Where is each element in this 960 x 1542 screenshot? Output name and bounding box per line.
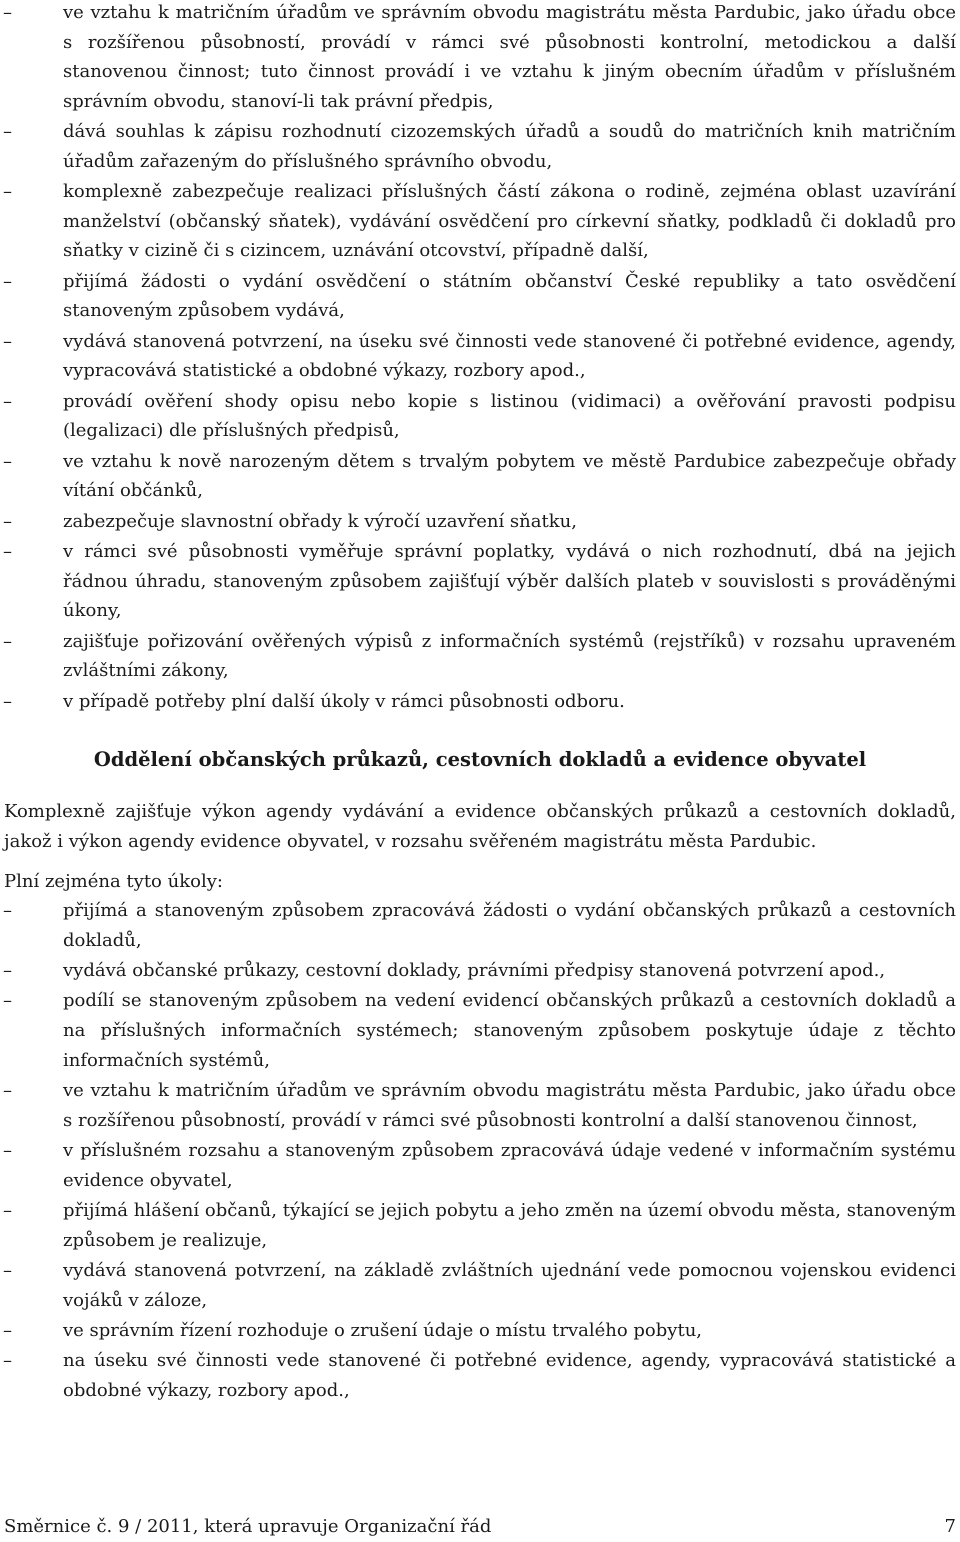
list-item-text: ve vztahu k matričním úřadům ve správním obvodu magistrátu města Pardubic, jako úřadu obce s rozšířenou působností, provádí v rámci své působnosti kontrolní, metodickou a další stanovenou činnost; tuto činnost provádí i ve vztahu k jiným obecním úřadům v příslušném správním obvodu, stanoví-li tak právní předpis, [63,2,956,112]
list-item [0,447,960,506]
list-item-text: v případě potřeby plní další úkoly v rámci působnosti odboru. [63,690,625,712]
list-dash: – [3,330,12,352]
list-item-text: provádí ověření shody opisu nebo kopie s listinou (vidimaci) a ověřování pravosti podpisu (legalizaci) dle příslušných předpisů, [63,390,956,442]
list-dash: – [3,450,12,472]
list-item [0,117,960,176]
list-item [0,627,960,686]
list-item-text: přijímá žádosti o vydání osvědčení o státním občanství České republiky a tato osvědčení stanoveným způsobem vydává, [63,270,956,322]
list-item [0,0,960,116]
footer-document-title: Směrnice č. 9 / 2011, která upravuje Organizační řád [4,1516,492,1537]
list-item [0,1076,960,1135]
list-dash: – [3,1199,12,1221]
list-item [0,267,960,326]
list-item-text: přijímá a stanoveným způsobem zpracovává žádosti o vydání občanských průkazů a cestovních dokladů, [63,900,956,951]
list-item-text: ve vztahu k nově narozeným dětem s trvalým pobytem ve městě Pardubice zabezpečuje obřady vítání občánků, [63,450,956,502]
list-item [0,1256,960,1315]
list-item-text: vydává stanovená potvrzení, na úseku své činnosti vede stanovené či potřebné evidence, agendy, vypracovává statistické a obdobné výkazy, rozbory apod., [63,330,956,382]
section-2-list [0,896,960,1406]
list-item [0,507,960,537]
list-dash: – [3,1350,12,1372]
list-dash: – [3,2,12,23]
section-heading: Oddělení občanských průkazů, cestovních dokladů a evidence obyvatel [93,748,867,771]
list-dash: – [3,690,12,712]
list-item-text: v rámci své působnosti vyměřuje správní poplatky, vydává o nich rozhodnutí, dbá na jejich řádnou úhradu, stanoveným způsobem zajišťují výběr dalších plateb v souvislosti s prováděnými úkony, [63,541,956,622]
section-intro-paragraph: Komplexně zajišťuje výkon agendy vydávání a evidence občanských průkazů a cestovních dokladů, jakož i výkon agendy evidence obyvatel, v rozsahu svěřeném magistrátu města Pardubic. [4,801,956,852]
list-dash: – [3,1319,12,1341]
list-item-text: zabezpečuje slavnostní obřady k výročí uzavření sňatku, [63,510,577,532]
list-item-text: v příslušném rozsahu a stanoveným způsobem zpracovává údaje vedené v informačním systému evidence obyvatel, [63,1139,956,1191]
list-dash: – [3,900,12,921]
list-item [0,177,960,266]
list-item-text: na úseku své činnosti vede stanovené či potřebné evidence, agendy, vypracovává statistické a obdobné výkazy, rozbory apod., [63,1350,956,1401]
list-item [0,327,960,386]
list-item [0,1136,960,1195]
list-item [0,956,960,986]
list-item-text: ve správním řízení rozhoduje o zrušení údaje o místu trvalého pobytu, [63,1319,703,1341]
list-dash: – [3,510,12,532]
section-1-list [0,0,960,717]
list-dash: – [3,990,12,1012]
list-item [0,687,960,717]
list-item-text: komplexně zabezpečuje realizaci příslušných částí zákona o rodině, zejména oblast uzavírání manželství (občanský sňatek), vydávání osvědčení pro církevní sňatky, podkladů či dokladů pro sňatky v cizině či s cizincem, uznávání otcovství, případně další, [63,181,956,262]
list-dash: – [3,959,12,981]
list-item [0,1196,960,1255]
list-dash: – [3,630,12,652]
list-dash: – [3,270,12,292]
list-item-text: přijímá hlášení občanů, týkající se jejich pobytu a jeho změn na území obvodu města, stanoveným způsobem je realizuje, [63,1199,956,1251]
list-item [0,1346,960,1405]
list-dash: – [3,181,12,203]
list-item [0,537,960,626]
list-dash: – [3,390,12,412]
list-item-text: dává souhlas k zápisu rozhodnutí cizozemských úřadů a soudů do matričních knih matričním úřadům zařazeným do příslušného správního obvodu, [63,121,956,172]
list-dash: – [3,1079,12,1101]
list-item-text: vydává stanovená potvrzení, na základě zvláštních ujednání vede pomocnou vojenskou evidenci vojáků v záloze, [63,1259,956,1311]
page-footer [4,1512,956,1541]
list-item-text: zajišťuje pořizování ověřených výpisů z informačních systémů (rejstříků) v rozsahu upraveném zvláštními zákony, [63,630,956,682]
list-item [0,986,960,1075]
list-item [0,387,960,446]
list-dash: – [3,121,12,143]
page-number: 7 [944,1516,956,1537]
tasks-label: Plní zejména tyto úkoly: [4,871,223,892]
list-item-text: vydává občanské průkazy, cestovní doklady, právními předpisy stanovená potvrzení apod., [63,959,886,981]
list-item-text: ve vztahu k matričním úřadům ve správním obvodu magistrátu města Pardubic, jako úřadu obce s rozšířenou působností, provádí v rámci své působnosti kontrolní a další stanovenou činnost, [63,1079,956,1131]
list-dash: – [3,1139,12,1161]
list-dash: – [3,541,12,563]
list-dash: – [3,1259,12,1281]
list-item-text: podílí se stanoveným způsobem na vedení evidencí občanských průkazů a cestovních dokladů a na příslušných informačních systémech; stanoveným způsobem poskytuje údaje z těchto informačních systémů, [63,990,956,1071]
list-item [0,896,960,955]
list-item [0,1316,960,1346]
